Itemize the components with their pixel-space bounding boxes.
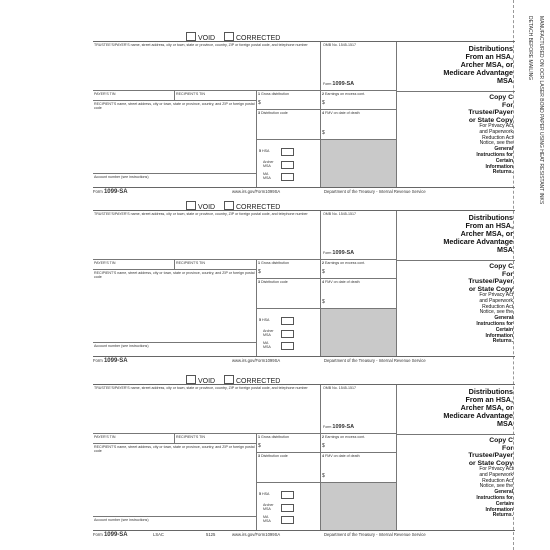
void-label: VOID bbox=[198, 35, 216, 42]
box5-number: 5 bbox=[259, 492, 261, 496]
void-label: VOID bbox=[198, 378, 216, 385]
box5-number: 5 bbox=[259, 149, 261, 153]
box3-label: Distribution code bbox=[261, 454, 288, 458]
payer-tin-field[interactable] bbox=[93, 91, 175, 101]
title-line: From an HSA, bbox=[465, 52, 513, 61]
corrected-label: CORRECTED bbox=[236, 35, 281, 42]
copy-c-block bbox=[399, 94, 513, 176]
hsa-checkbox[interactable] bbox=[281, 148, 294, 156]
box4-label: FMV on date of death bbox=[325, 454, 360, 458]
form-grid bbox=[93, 41, 515, 188]
form-label: Form bbox=[323, 425, 332, 429]
form-title bbox=[399, 214, 513, 254]
box1-dollar: $ bbox=[258, 443, 261, 449]
box3-label: Distribution code bbox=[261, 280, 288, 284]
copy-note-line: and Paperwork bbox=[479, 128, 513, 135]
form-title bbox=[399, 45, 513, 85]
recipient-tin-field[interactable] bbox=[175, 91, 257, 101]
title-line: Medicare Advantage bbox=[443, 68, 513, 77]
shaded-area bbox=[321, 140, 397, 187]
archer-msa-label bbox=[263, 503, 274, 511]
ma-label-line: MSA bbox=[263, 519, 271, 523]
footer-department: Department of the Treasury - Internal Revenue Service bbox=[324, 189, 426, 194]
ma-msa-checkbox[interactable] bbox=[281, 516, 294, 524]
title-line: Distributions bbox=[468, 44, 513, 53]
title-line: Medicare Advantage bbox=[443, 237, 513, 246]
title-line: Archer MSA, or bbox=[460, 403, 513, 412]
copy-instructions-line: Returns. bbox=[492, 512, 513, 519]
corrected-option[interactable] bbox=[224, 375, 280, 384]
ma-label-line: MA bbox=[263, 172, 269, 176]
title-line: Archer MSA, or bbox=[460, 60, 513, 69]
box1-gross-distribution[interactable] bbox=[257, 260, 321, 279]
omb-number: OMB No. 1545-1517 bbox=[323, 212, 356, 216]
archer-label-line: MSA bbox=[263, 507, 271, 511]
side-text-svg bbox=[518, 10, 548, 300]
corrected-option[interactable] bbox=[224, 201, 280, 210]
footer-form-name: 1099-SA bbox=[103, 532, 128, 538]
box1-dollar: $ bbox=[258, 269, 261, 275]
ma-msa-checkbox[interactable] bbox=[281, 342, 294, 350]
payer-info-label: TRUSTEE'S/PAYER'S name, street address, city or town, state or province, country, ZIP or foreign postal code, and telephone number bbox=[94, 212, 308, 216]
copy-note-line: and Paperwork bbox=[479, 297, 513, 304]
box5-account-type bbox=[257, 309, 321, 356]
copy-instructions-line: Certain bbox=[495, 500, 513, 507]
corrected-checkbox[interactable] bbox=[224, 201, 234, 210]
omb-block bbox=[321, 385, 397, 434]
copy-instructions-line: Returns. bbox=[492, 338, 513, 345]
box4-label: FMV on date of death bbox=[325, 280, 360, 284]
footer-form-label: Form bbox=[93, 358, 103, 363]
corrected-checkbox[interactable] bbox=[224, 375, 234, 384]
copy-note-line: For Privacy Act bbox=[479, 292, 513, 298]
title-line: From an HSA, bbox=[465, 221, 513, 230]
copy-heading-line: Copy C bbox=[489, 94, 513, 101]
account-number-field[interactable] bbox=[93, 517, 257, 530]
box4-dollar: $ bbox=[322, 473, 325, 479]
payer-info-label: TRUSTEE'S/PAYER'S name, street address, city or town, state or province, country, ZIP or foreign postal code, and telephone number bbox=[94, 386, 308, 390]
copy-instructions-line: Information bbox=[485, 163, 513, 170]
copy-heading-line: Trustee/Payer bbox=[468, 452, 513, 459]
copy-instructions-line: Information bbox=[485, 332, 513, 339]
box5-hsa-row bbox=[259, 318, 269, 322]
copy-note-line: Reduction Act bbox=[482, 303, 513, 310]
box1-gross-distribution[interactable] bbox=[257, 434, 321, 453]
ma-msa-label bbox=[263, 172, 271, 180]
copy-heading-line: Trustee/Payer bbox=[468, 109, 513, 116]
copy-instructions-line: Certain bbox=[495, 157, 513, 164]
payer-info-field[interactable] bbox=[93, 385, 321, 434]
footer-form-name: 1099-SA bbox=[103, 189, 128, 195]
copy-heading-line: Copy C bbox=[489, 437, 513, 444]
ma-msa-label bbox=[263, 515, 271, 523]
form-footer bbox=[93, 188, 515, 196]
box3-distribution-code[interactable] bbox=[257, 279, 321, 309]
footer-form-id bbox=[93, 188, 128, 196]
box4-fmv-date-of-death[interactable] bbox=[321, 453, 397, 483]
copy-heading-line: Copy C bbox=[489, 263, 513, 270]
copy-heading-line: For bbox=[502, 270, 513, 278]
archer-msa-checkbox[interactable] bbox=[281, 330, 294, 338]
recipient-tin-field[interactable] bbox=[175, 260, 257, 270]
omb-number: OMB No. 1545-1517 bbox=[323, 386, 356, 390]
box4-number: 4 bbox=[322, 111, 324, 115]
footer-department: Department of the Treasury - Internal Revenue Service bbox=[324, 532, 426, 537]
box2-earnings-excess[interactable] bbox=[321, 260, 397, 279]
recipient-tin-label: RECIPIENT'S TIN bbox=[176, 261, 205, 265]
copy-note-line: For Privacy Act bbox=[479, 123, 513, 129]
form-footer bbox=[93, 531, 515, 539]
box4-fmv-date-of-death[interactable] bbox=[321, 279, 397, 309]
box2-dollar: $ bbox=[322, 443, 325, 449]
footer-form-label: Form bbox=[93, 532, 103, 537]
footer-form-name: 1099-SA bbox=[103, 358, 128, 364]
footer-form-label: Form bbox=[93, 189, 103, 194]
box2-label: Earnings on excess cont. bbox=[325, 435, 366, 439]
recipient-info-field[interactable] bbox=[93, 444, 257, 517]
omb-block bbox=[321, 211, 397, 260]
form-id-line bbox=[323, 82, 354, 86]
form-name: 1099-SA bbox=[332, 81, 355, 87]
void-option[interactable] bbox=[186, 32, 215, 41]
copy-note-line: Reduction Act bbox=[482, 477, 513, 484]
copy-instructions-line: General bbox=[494, 146, 513, 153]
corrected-checkbox[interactable] bbox=[224, 32, 234, 41]
shaded-area bbox=[321, 309, 397, 356]
archer-msa-label bbox=[263, 160, 274, 168]
ma-msa-label bbox=[263, 341, 271, 349]
account-number-field[interactable] bbox=[93, 174, 257, 187]
title-line: From an HSA, bbox=[465, 395, 513, 404]
void-option[interactable] bbox=[186, 375, 215, 384]
box5-hsa-row bbox=[259, 149, 269, 153]
corrected-label: CORRECTED bbox=[236, 204, 281, 211]
copy-instructions-line: Instructions for bbox=[476, 320, 513, 327]
account-number-label: Account number (see instructions) bbox=[94, 518, 149, 522]
recipient-info-field[interactable] bbox=[93, 101, 257, 174]
box2-number: 2 bbox=[322, 261, 324, 265]
box5-number: 5 bbox=[259, 318, 261, 322]
ma-label-line: MA bbox=[263, 341, 269, 345]
copy-note-line: Reduction Act bbox=[482, 134, 513, 141]
form-label: Form bbox=[323, 251, 332, 255]
ma-msa-checkbox[interactable] bbox=[281, 173, 294, 181]
copy-instructions-line: Returns. bbox=[492, 169, 513, 176]
side-vertical-text bbox=[518, 10, 548, 300]
copy-instructions-line: Information bbox=[485, 506, 513, 513]
payer-info-field[interactable] bbox=[93, 211, 321, 260]
box1-gross-distribution[interactable] bbox=[257, 91, 321, 110]
box3-number: 3 bbox=[258, 111, 260, 115]
archer-msa-checkbox[interactable] bbox=[281, 161, 294, 169]
footer-code-left: LSAC bbox=[153, 532, 164, 537]
void-label: VOID bbox=[198, 204, 216, 211]
payer-tin-label: PAYER'S TIN bbox=[94, 435, 116, 439]
copy-note-line: Notice, see the bbox=[479, 309, 513, 316]
footer-form-id bbox=[93, 357, 128, 365]
form-id-line bbox=[323, 425, 354, 429]
account-number-label: Account number (see instructions) bbox=[94, 344, 149, 348]
form-label: Form bbox=[323, 82, 332, 86]
copy-c-block bbox=[399, 437, 513, 519]
archer-label-line: MSA bbox=[263, 333, 271, 337]
box2-dollar: $ bbox=[322, 100, 325, 106]
copy-note-line: For Privacy Act bbox=[479, 466, 513, 472]
payer-info-field[interactable] bbox=[93, 42, 321, 91]
copy-heading-line: For bbox=[502, 444, 513, 452]
copy-note-line: Notice, see the bbox=[479, 483, 513, 490]
footer-form-id bbox=[93, 531, 128, 539]
copy-heading-line: or State Copy bbox=[468, 459, 513, 467]
footer-url: www.irs.gov/Form1099SA bbox=[232, 189, 281, 194]
box2-dollar: $ bbox=[322, 269, 325, 275]
payer-info-label: TRUSTEE'S/PAYER'S name, street address, city or town, state or province, country, ZIP or foreign postal code, and telephone number bbox=[94, 43, 308, 47]
title-line: Distributions bbox=[468, 213, 513, 222]
void-option[interactable] bbox=[186, 201, 215, 210]
copy-instructions-line: General bbox=[494, 489, 513, 496]
omb-number: OMB No. 1545-1517 bbox=[323, 43, 356, 47]
recipient-tin-label: RECIPIENT'S TIN bbox=[176, 435, 205, 439]
copy-instructions-line: Instructions for bbox=[476, 494, 513, 501]
box4-label: FMV on date of death bbox=[325, 111, 360, 115]
hsa-label: HSA bbox=[262, 149, 270, 153]
copy-c-block bbox=[399, 263, 513, 345]
ma-label-line: MSA bbox=[263, 176, 271, 180]
copy-heading-line: Trustee/Payer bbox=[468, 278, 513, 285]
recipient-info-field[interactable] bbox=[93, 270, 257, 343]
box3-number: 3 bbox=[258, 454, 260, 458]
shaded-area bbox=[321, 483, 397, 530]
recipient-info-label: RECIPIENT'S name, street address, city or town, state or province, country, and ZIP or foreign postal code bbox=[94, 102, 255, 110]
side-text-detach: DETACH BEFORE MAILING bbox=[527, 16, 533, 81]
account-number-field[interactable] bbox=[93, 343, 257, 356]
footer-url: www.irs.gov/Form1099SA bbox=[232, 358, 281, 363]
box4-dollar: $ bbox=[322, 299, 325, 305]
archer-msa-checkbox[interactable] bbox=[281, 504, 294, 512]
box4-number: 4 bbox=[322, 280, 324, 284]
copy-instructions-line: General bbox=[494, 315, 513, 322]
footer-code-right: 5125 bbox=[206, 532, 216, 537]
payer-tin-label: PAYER'S TIN bbox=[94, 92, 116, 96]
box3-number: 3 bbox=[258, 280, 260, 284]
recipient-info-label: RECIPIENT'S name, street address, city or town, state or province, country, and ZIP or foreign postal code bbox=[94, 445, 255, 453]
box1-label: Gross distribution bbox=[261, 92, 289, 96]
archer-msa-label bbox=[263, 329, 274, 337]
archer-label-line: MSA bbox=[263, 164, 271, 168]
form-name: 1099-SA bbox=[332, 250, 355, 256]
hsa-label: HSA bbox=[262, 492, 270, 496]
title-divider bbox=[397, 91, 515, 92]
archer-label-line: Archer bbox=[263, 503, 274, 507]
box4-fmv-date-of-death[interactable] bbox=[321, 110, 397, 140]
form-id-line bbox=[323, 251, 354, 255]
ma-label-line: MSA bbox=[263, 345, 271, 349]
box3-distribution-code[interactable] bbox=[257, 453, 321, 483]
box5-account-type bbox=[257, 140, 321, 187]
archer-label-line: Archer bbox=[263, 160, 274, 164]
void-checkbox[interactable] bbox=[186, 32, 196, 41]
copy-heading-line: or State Copy bbox=[468, 285, 513, 293]
recipient-tin-field[interactable] bbox=[175, 434, 257, 444]
void-checkbox[interactable] bbox=[186, 201, 196, 210]
box1-label: Gross distribution bbox=[261, 435, 289, 439]
title-line: Archer MSA, or bbox=[460, 229, 513, 238]
copy-note-line: Notice, see the bbox=[479, 140, 513, 147]
title-divider bbox=[397, 260, 515, 261]
box4-number: 4 bbox=[322, 454, 324, 458]
archer-label-line: Archer bbox=[263, 329, 274, 333]
form-grid bbox=[93, 384, 515, 531]
recipient-tin-label: RECIPIENT'S TIN bbox=[176, 92, 205, 96]
box2-label: Earnings on excess cont. bbox=[325, 261, 366, 265]
omb-block bbox=[321, 42, 397, 91]
box3-label: Distribution code bbox=[261, 111, 288, 115]
hsa-label: HSA bbox=[262, 318, 270, 322]
box2-earnings-excess[interactable] bbox=[321, 434, 397, 453]
title-line: MSA bbox=[497, 76, 513, 85]
corrected-label: CORRECTED bbox=[236, 378, 281, 385]
title-line: MSA bbox=[497, 419, 513, 428]
hsa-checkbox[interactable] bbox=[281, 317, 294, 325]
hsa-checkbox[interactable] bbox=[281, 491, 294, 499]
copy-note-line: and Paperwork bbox=[479, 471, 513, 478]
ma-label-line: MA bbox=[263, 515, 269, 519]
recipient-info-label: RECIPIENT'S name, street address, city or town, state or province, country, and ZIP or foreign postal code bbox=[94, 271, 255, 279]
form-grid bbox=[93, 210, 515, 357]
copy-heading-line: or State Copy bbox=[468, 116, 513, 124]
footer-department: Department of the Treasury - Internal Revenue Service bbox=[324, 358, 426, 363]
copy-heading-line: For bbox=[502, 101, 513, 109]
box1-label: Gross distribution bbox=[261, 261, 289, 265]
title-line: Medicare Advantage bbox=[443, 411, 513, 420]
title-divider bbox=[397, 434, 515, 435]
copy-instructions-line: Instructions for bbox=[476, 151, 513, 158]
box1-dollar: $ bbox=[258, 100, 261, 106]
box5-account-type bbox=[257, 483, 321, 530]
account-number-label: Account number (see instructions) bbox=[94, 175, 149, 179]
box2-number: 2 bbox=[322, 435, 324, 439]
box2-number: 2 bbox=[322, 92, 324, 96]
box2-earnings-excess[interactable] bbox=[321, 91, 397, 110]
box3-distribution-code[interactable] bbox=[257, 110, 321, 140]
form-name: 1099-SA bbox=[332, 424, 355, 430]
title-line: MSA bbox=[497, 245, 513, 254]
payer-tin-label: PAYER'S TIN bbox=[94, 261, 116, 265]
side-text-manufactured: MANUFACTURED ON OCR LASER BOND PAPER USING HEAT RESISTANT INKS bbox=[538, 16, 544, 205]
void-checkbox[interactable] bbox=[186, 375, 196, 384]
title-line: Distributions bbox=[468, 387, 513, 396]
box1-number: 1 bbox=[258, 92, 260, 96]
payer-tin-field[interactable] bbox=[93, 434, 175, 444]
box2-label: Earnings on excess cont. bbox=[325, 92, 366, 96]
form-footer bbox=[93, 357, 515, 365]
corrected-option[interactable] bbox=[224, 32, 280, 41]
copy-instructions-line: Certain bbox=[495, 326, 513, 333]
box1-number: 1 bbox=[258, 435, 260, 439]
form-title bbox=[399, 388, 513, 428]
box1-number: 1 bbox=[258, 261, 260, 265]
payer-tin-field[interactable] bbox=[93, 260, 175, 270]
footer-url: www.irs.gov/Form1099SA bbox=[232, 532, 281, 537]
box5-hsa-row bbox=[259, 492, 269, 496]
box4-dollar: $ bbox=[322, 130, 325, 136]
